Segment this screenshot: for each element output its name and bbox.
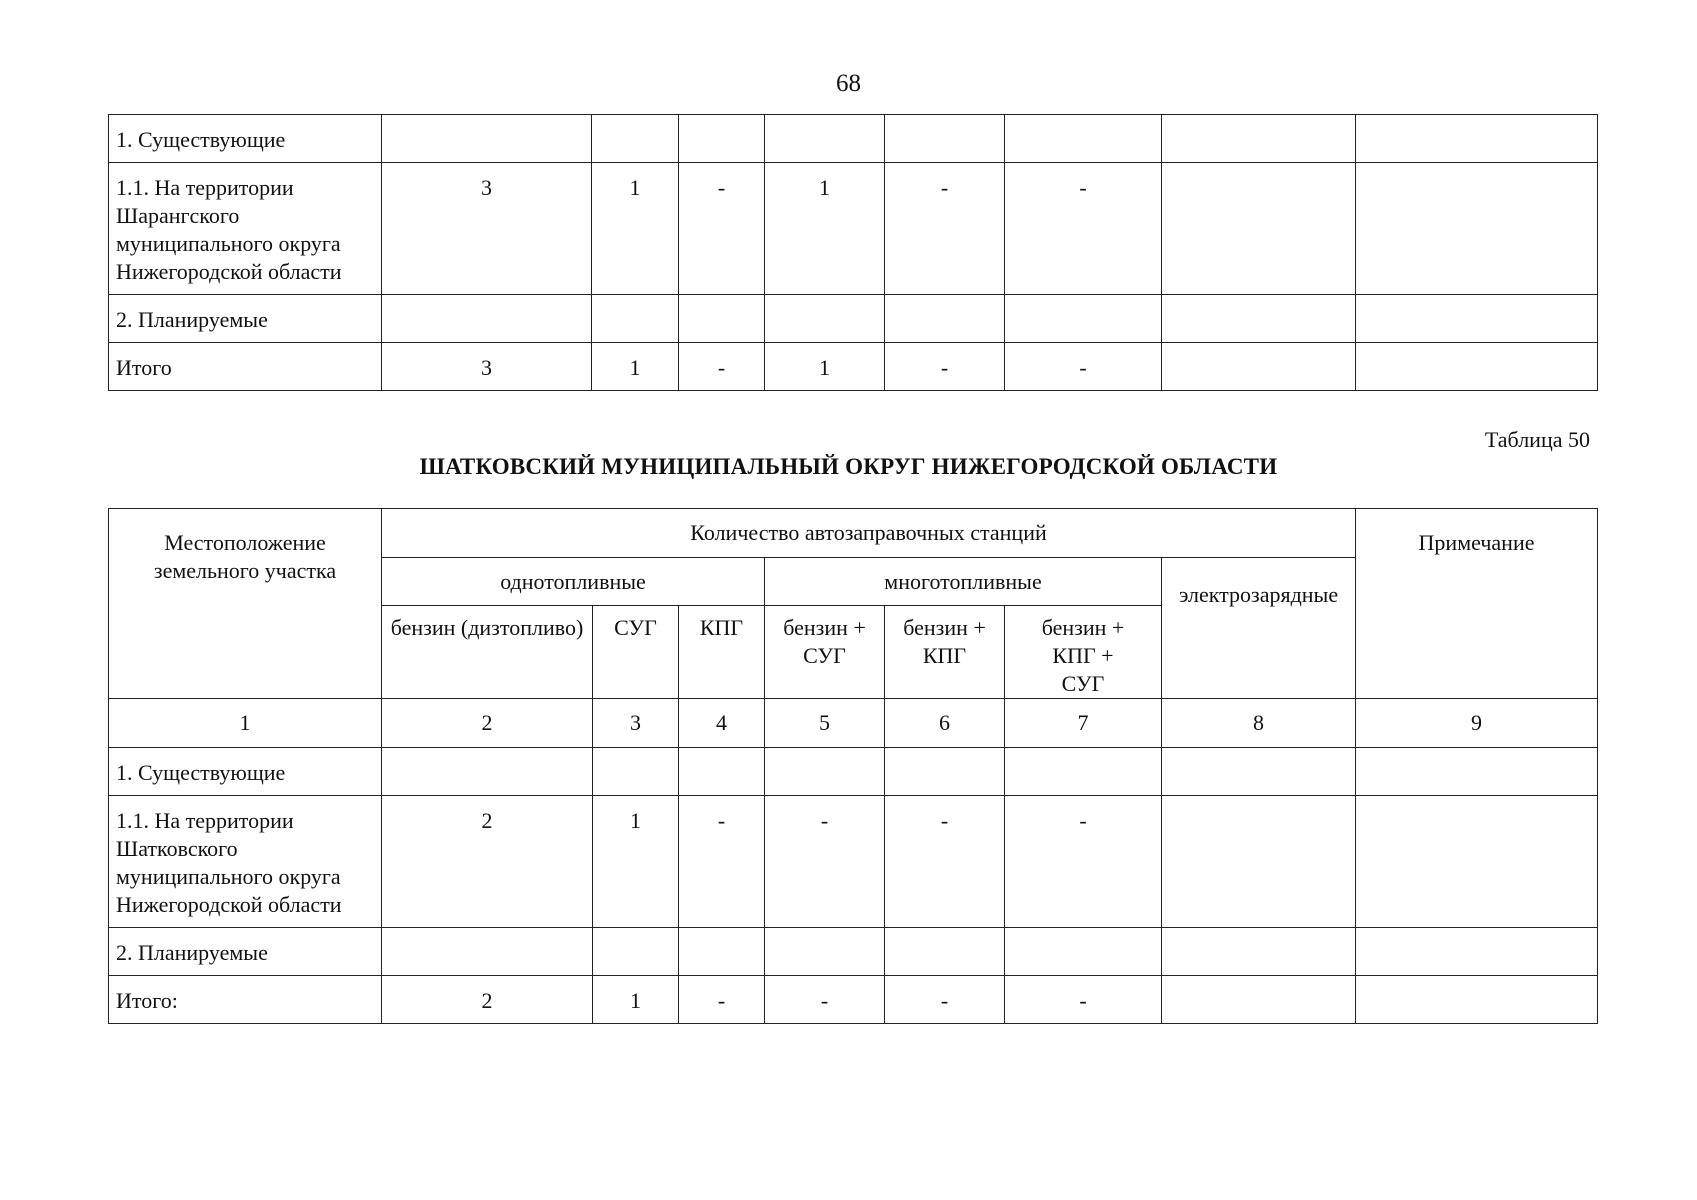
table-cell: -: [679, 796, 765, 928]
table-cell: [1356, 928, 1598, 976]
table-cell: -: [1005, 796, 1162, 928]
table-cell: 1: [593, 976, 679, 1024]
column-number: 8: [1162, 699, 1356, 748]
header-electric: электрозарядные: [1162, 558, 1356, 699]
table-cell: -: [679, 976, 765, 1024]
stations-table: [108, 508, 1598, 1024]
table-row: [109, 928, 1598, 976]
table-cell: [382, 115, 592, 163]
table-cell: [765, 928, 885, 976]
table-cell: 1: [765, 163, 885, 295]
table-cell: 1: [593, 796, 679, 928]
table-cell: [1162, 928, 1356, 976]
table-cell: [382, 295, 592, 343]
table-cell: -: [1005, 163, 1162, 295]
table-cell: [1005, 748, 1162, 796]
table-cell: [382, 928, 593, 976]
table-cell: [679, 748, 765, 796]
row-label: Итого: [109, 343, 382, 391]
table-cell: [1162, 976, 1356, 1024]
table-cell: [1005, 928, 1162, 976]
table-cell: [885, 748, 1005, 796]
table-cell: -: [885, 796, 1005, 928]
table-cell: [1005, 115, 1162, 163]
table-cell: [593, 748, 679, 796]
table-cell: [592, 295, 679, 343]
table-row: [109, 796, 1598, 928]
table-cell: 1: [765, 343, 885, 391]
row-label: 1. Существующие: [109, 115, 382, 163]
table-row-total: [109, 976, 1598, 1024]
column-number: 2: [382, 699, 593, 748]
table-cell: 3: [382, 163, 592, 295]
table-cell: [1356, 976, 1598, 1024]
header-single-fuel: однотопливные: [382, 558, 765, 606]
table-cell: [679, 115, 765, 163]
header-count-group: Количество автозаправочных станций: [382, 509, 1356, 558]
table-cell: [593, 928, 679, 976]
table-cell: [1356, 115, 1598, 163]
column-number: 1: [109, 699, 382, 748]
column-number: 4: [679, 699, 765, 748]
table-cell: 1: [592, 163, 679, 295]
column-number: 7: [1005, 699, 1162, 748]
table-cell: [1356, 295, 1598, 343]
column-number: 3: [593, 699, 679, 748]
table-cell: -: [1005, 976, 1162, 1024]
table-cell: [1162, 796, 1356, 928]
table-cell: [885, 115, 1005, 163]
table-cell: [1162, 115, 1356, 163]
header-multi-fuel: многотопливные: [765, 558, 1162, 606]
row-label: 2. Планируемые: [109, 295, 382, 343]
table-cell: [885, 928, 1005, 976]
table-row-total: [109, 343, 1598, 391]
table-cell: [1162, 343, 1356, 391]
header-note: Примечание: [1356, 509, 1598, 699]
header-petrol-cng-lpg: бензин + КПГ + СУГ: [1005, 606, 1162, 699]
row-label: 1.1. На территории Шатковского муниципального округа Нижегородской области: [109, 796, 382, 928]
table-cell: [1162, 163, 1356, 295]
table-cell: -: [885, 343, 1005, 391]
table-cell: [1005, 295, 1162, 343]
table-cell: [1162, 748, 1356, 796]
table-cell: [1162, 295, 1356, 343]
page-number: 68: [836, 70, 861, 97]
header-location: Местоположение земельного участка: [109, 509, 382, 699]
column-number: 9: [1356, 699, 1598, 748]
table-row: [109, 163, 1598, 295]
header-petrol: бензин (дизтопливо): [382, 606, 593, 699]
table-cell: [765, 115, 885, 163]
table-cell: 3: [382, 343, 592, 391]
table-cell: [1356, 343, 1598, 391]
table-cell: [1356, 748, 1598, 796]
row-label: 1.1. На территории Шарангского муниципального округа Нижегородской области: [109, 163, 382, 295]
table-row: [109, 115, 1598, 163]
row-label: Итого:: [109, 976, 382, 1024]
table-cell: [679, 928, 765, 976]
table-cell: [679, 295, 765, 343]
table-cell: -: [679, 163, 765, 295]
table-cell: [765, 295, 885, 343]
header-lpg: СУГ: [593, 606, 679, 699]
table-cell: 1: [592, 343, 679, 391]
table-cell: [592, 115, 679, 163]
table-cell: [1356, 796, 1598, 928]
table-cell: [1356, 163, 1598, 295]
header-petrol-lpg: бензин + СУГ: [765, 606, 885, 699]
continued-table: [108, 114, 1598, 391]
table-cell: -: [765, 796, 885, 928]
table-caption: Таблица 50: [1484, 427, 1590, 452]
table-row: [109, 295, 1598, 343]
column-number: 6: [885, 699, 1005, 748]
table-cell: -: [885, 976, 1005, 1024]
table-cell: -: [765, 976, 885, 1024]
table-cell: [885, 295, 1005, 343]
column-number: 5: [765, 699, 885, 748]
header-petrol-cng: бензин + КПГ: [885, 606, 1005, 699]
row-label: 1. Существующие: [109, 748, 382, 796]
table-cell: [382, 748, 593, 796]
column-numbers-row: [109, 699, 1598, 748]
table-cell: [765, 748, 885, 796]
section-title: ШАТКОВСКИЙ МУНИЦИПАЛЬНЫЙ ОКРУГ НИЖЕГОРОДСКОЙ ОБЛАСТИ: [419, 454, 1278, 479]
table-cell: -: [1005, 343, 1162, 391]
table-cell: -: [885, 163, 1005, 295]
table-row: [109, 748, 1598, 796]
table-cell: -: [679, 343, 765, 391]
table-cell: 2: [382, 796, 593, 928]
row-label: 2. Планируемые: [109, 928, 382, 976]
header-cng: КПГ: [679, 606, 765, 699]
table-cell: 2: [382, 976, 593, 1024]
